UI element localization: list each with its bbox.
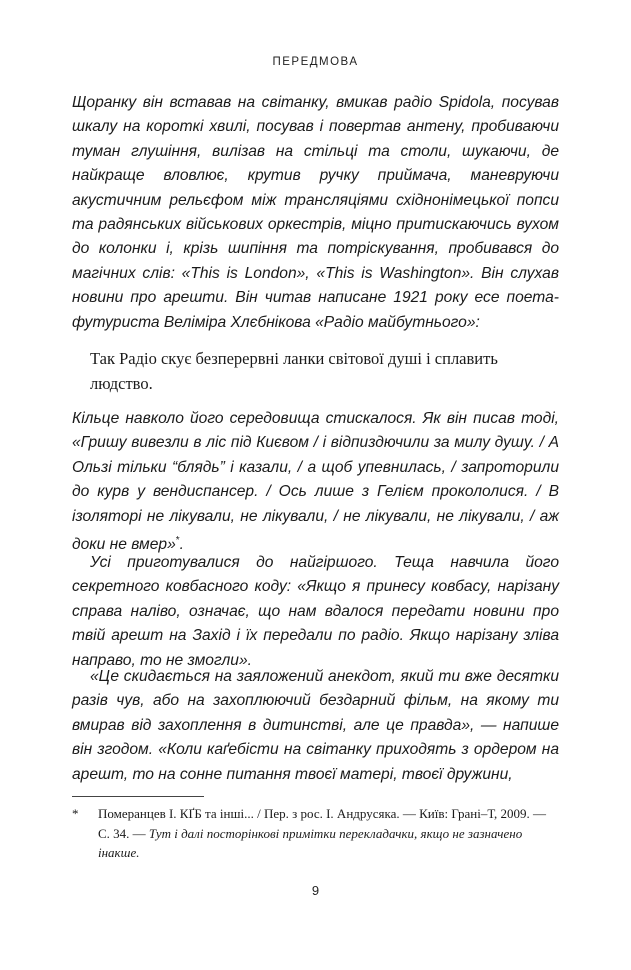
footnote-marker: * bbox=[72, 806, 79, 821]
footnote-divider bbox=[72, 796, 204, 797]
paragraph-3: Усі приготувалися до найгіршого. Теща навчила його секретного ковбасного коду: «Якщо я принесу ковбасу, нарізану справа наліво, означає, що нам вдалося передати новини про твій арешт на Захід і їх передали по радіо. Якщо нарізану зліва направо, то не змогли». bbox=[72, 554, 559, 669]
paragraph-2-end: . bbox=[179, 536, 185, 554]
paragraph-2 bbox=[72, 407, 559, 557]
footnote-translator-note: Тут і далі посторінкові примітки перекладачки, якщо не зазначено інакше. bbox=[98, 825, 523, 861]
footnote-reference: * bbox=[175, 535, 180, 547]
block-quote: Так Радіо скує безперервні ланки світової душі і сплавить людство. bbox=[90, 349, 498, 393]
page-number: 9 bbox=[311, 883, 320, 898]
footnote bbox=[72, 804, 559, 863]
running-header: ПЕРЕДМОВА bbox=[272, 56, 359, 68]
paragraph-2-text: Кільце навколо його середовища стискалося. Як він писав тоді, «Гришу вивезли в ліс під Києвом / і відпиздючили за милу душу. / А Ользі тільки “блядь” і казали, / а щоб упевнилась, / запроторили до курв у вендиспансер. / Ось лише з Гелієм прокололися. / В ізоляторі не лікували, не лікували, / не лікували, не лікували, / аж доки не вмер» bbox=[72, 410, 559, 554]
footnote-body bbox=[98, 804, 559, 863]
paragraph-1: Щоранку він вставав на світанку, вмикав радіо Spidola, посував шкалу на короткі хвилі, посував і повертав антену, пробиваючи туман глушіння, вилізав на стільці та столи, шукаючи, де найкраще вловлює, крутив ручку приймача, маневруючи акустичним рельєфом між трансляціями східнонімецької попси та радянських військових оркестрів, міцно притискаючись вухом до колонки і, крізь шипіння та потріскування, пробивався до магічних слів: «This is London», «This is Washington». Він слухав новини про арешти. Він читав написане 1921 року есе поета-футуриста Веліміра Хлєбнікова «Радіо майбутнього»: bbox=[72, 94, 559, 331]
footnote-citation: Померанцев І. КҐБ та інші... / Пер. з рос. І. Андрусяка. — Київ: Грані–Т, 2009. — С. 34. — bbox=[98, 806, 547, 841]
paragraph-4: «Це скидається на заяложений анекдот, який ти вже десятки разів чув, або на захоплюючий бездарний фільм, на якому ти вмирав від захоплення в дитинстві, але це правда», — напише він згодом. «Коли каґебісти на світанку приходять з ордером на арешт, то на сонне питання твоєї матері, твоєї дружини, bbox=[72, 668, 559, 783]
